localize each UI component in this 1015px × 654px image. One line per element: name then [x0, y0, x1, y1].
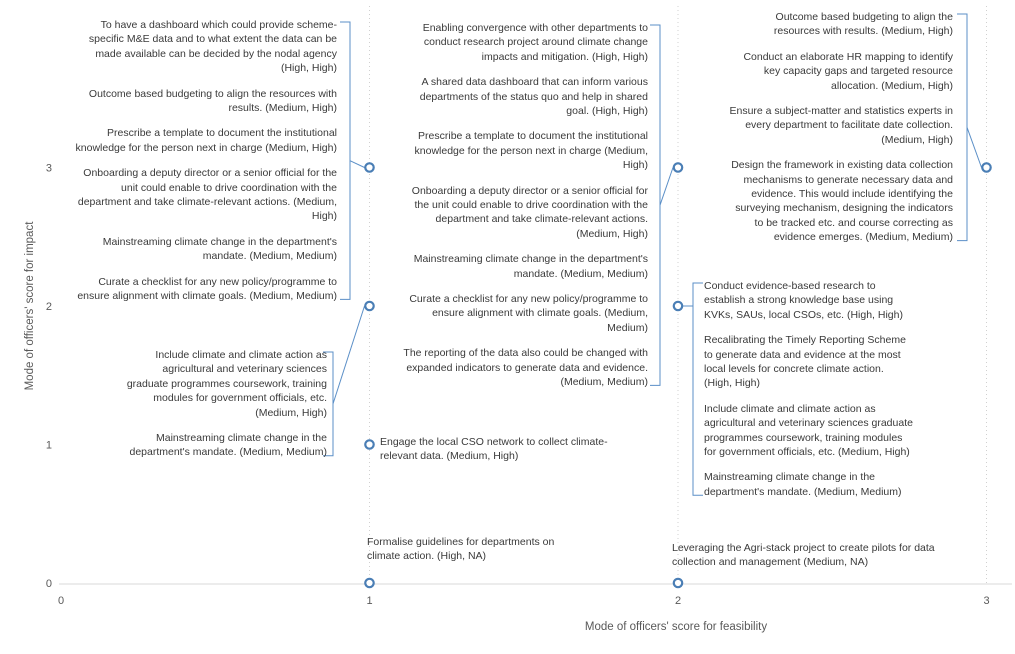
annotation-note [704, 333, 954, 391]
annotation-line: evidence. This would include identifying the [751, 188, 953, 200]
data-point [674, 163, 682, 171]
annotation-note [380, 435, 640, 464]
annotation-line: agricultural and veterinary sciences [162, 363, 327, 376]
annotation-line: evidence emerges. (Medium, Medium) [773, 231, 953, 244]
annotation-line: Conduct evidence-based research to [704, 280, 876, 292]
annotation-line: (Medium, High) [255, 406, 327, 419]
annotation-note [695, 10, 953, 39]
y-axis-title: Mode of officers' score for impact [24, 221, 36, 391]
annotation-line: department and take climate-relevant actions. [435, 213, 648, 226]
annotation-line: Curate a checklist for any new policy/programme to [409, 293, 648, 305]
annotation-line: to be tracked etc. and course correcting as [754, 216, 953, 229]
annotation-leader [967, 127, 982, 167]
annotation-leader [660, 168, 673, 206]
annotation-line: every department to facilitate date collection. [745, 119, 953, 132]
annotation-bracket [340, 22, 350, 299]
annotation-note [378, 184, 648, 242]
annotation-line: (High, High) [704, 377, 761, 390]
annotation-line: resources with results. (Medium, High) [773, 25, 953, 38]
data-point [674, 579, 682, 587]
annotation-line: A shared data dashboard that can inform various [421, 76, 648, 89]
annotation-note [704, 470, 954, 499]
annotation-line: surveying mechanism, designing the indicators [735, 202, 953, 215]
annotation-line: Recalibrating the Timely Reporting Scheme [704, 334, 906, 347]
annotation-note [110, 348, 327, 420]
annotation-line: results. (Medium, High) [228, 102, 337, 114]
annotation-line: Prescribe a template to document the institutional [107, 127, 337, 140]
annotation-bracket [650, 25, 660, 385]
annotation-note [40, 166, 337, 224]
data-point [365, 302, 373, 310]
x-tick-label: 3 [983, 595, 990, 607]
annotation-line: Mainstreaming climate change in the department's [102, 235, 337, 248]
annotation-line: Mainstreaming climate change in the [704, 471, 876, 484]
annotation-line: Mainstreaming climate change in the [155, 432, 327, 444]
annotation-line: The reporting of the data also could be changed with [403, 347, 648, 360]
annotation-leader [350, 161, 365, 168]
annotation-line: Ensure a subject-matter and statistics experts in [729, 105, 953, 117]
annotation-line: relevant data. (Medium, High) [380, 450, 519, 463]
annotation-note [378, 129, 648, 172]
annotation-note [378, 252, 648, 281]
annotation-line: establish a strong knowledge base using [704, 294, 894, 307]
annotation-line: impacts and mitigation. (High, High) [481, 50, 648, 63]
x-tick-label: 1 [366, 595, 373, 607]
annotation-line: Outcome based budgeting to align the resources with [88, 87, 337, 100]
annotation-line: unit could enable to drive coordination with the [121, 181, 337, 194]
annotation-note [40, 275, 337, 304]
annotation-line: mechanisms to generate necessary data and [743, 173, 953, 186]
annotation-line: Include climate and climate action as [704, 402, 876, 415]
annotation-note [695, 50, 953, 93]
annotation-bracket [957, 14, 967, 241]
annotation-note [378, 346, 648, 389]
annotation-line: the unit could enable to drive coordination with the [414, 199, 648, 211]
annotation-note [672, 541, 972, 570]
annotation-note [378, 21, 648, 64]
annotation-line: allocation. (Medium, High) [831, 79, 953, 92]
annotation-note [704, 402, 954, 460]
annotation-note [695, 104, 953, 147]
annotation-line: Formalise guidelines for departments on [367, 536, 555, 548]
annotation-line: mandate. (Medium, Medium) [513, 267, 648, 280]
annotation-line: High) [311, 210, 337, 223]
annotation-line: Outcome based budgeting to align the [775, 11, 953, 23]
annotation-line: key capacity gaps and targeted resource [763, 65, 953, 78]
annotation-line: department's mandate. (Medium, Medium) [129, 446, 327, 459]
annotation-line: Prescribe a template to document the institutional [418, 130, 648, 143]
annotation-leader [333, 306, 365, 404]
annotation-line: Onboarding a deputy director or a senior official for the [83, 167, 337, 180]
x-tick-label: 0 [57, 595, 65, 607]
annotation-line: department and take climate-relevant actions. (Medium, [77, 196, 337, 208]
annotation-line: graduate programmes coursework, training [126, 377, 327, 390]
annotation-line: programmes coursework, training modules [704, 431, 903, 444]
annotation-line: Mainstreaming climate change in the department's [413, 253, 648, 266]
annotation-note [378, 292, 648, 335]
annotation-note [704, 279, 954, 322]
annotation-line: for government officials, etc. (Medium, High) [704, 446, 910, 459]
annotation-line: (Medium, High) [576, 227, 648, 240]
annotation-line: Include climate and climate action as [155, 349, 327, 361]
annotation-line: knowledge for the person next in charge (Medium, High) [75, 141, 337, 154]
data-point [982, 163, 990, 171]
data-point [365, 579, 373, 587]
data-point [365, 440, 373, 448]
x-tick-label: 2 [674, 595, 682, 607]
annotation-note [378, 75, 648, 118]
annotation-line: (Medium, High) [881, 133, 953, 146]
annotation-line: mandate. (Medium, Medium) [202, 250, 337, 263]
annotation-line: Onboarding a deputy director or a senior official for [411, 184, 648, 197]
annotation-line: conduct research project around climate change [423, 36, 648, 49]
annotation-line: knowledge for the person next in charge (Medium, [414, 144, 648, 157]
annotation-line: climate action. (High, NA) [367, 550, 487, 563]
annotation-line: Design the framework in existing data collection [731, 159, 953, 172]
annotation-bracket [693, 283, 703, 495]
annotation-line: goal. (High, High) [566, 105, 648, 117]
annotation-line: agricultural and veterinary sciences graduate [704, 417, 913, 430]
annotation-line: Enabling convergence with other departments to [422, 22, 648, 34]
annotation-line: specific M&E data and to what extent the data can be [88, 33, 337, 46]
annotation-line: To have a dashboard which could provide scheme- [100, 19, 337, 31]
annotation-line: Curate a checklist for any new policy/programme to [98, 275, 337, 288]
annotation-line: High) [622, 159, 648, 172]
annotation-line: Medium) [607, 321, 648, 334]
annotation-note [40, 18, 337, 76]
annotation-line: Engage the local CSO network to collect climate- [380, 436, 608, 448]
annotation-line: ensure alignment with climate goals. (Medium, Medium) [77, 290, 337, 302]
annotation-line: expanded indicators to generate data and evidence. [406, 361, 648, 374]
annotation-line: (High, High) [280, 62, 337, 75]
y-tick-label: 1 [45, 439, 52, 452]
y-tick-label: 0 [45, 578, 52, 590]
annotation-line: departments of the status quo and help in shared [419, 90, 648, 103]
annotation-line: (Medium, Medium) [560, 376, 648, 388]
annotation-line: to generate data and evidence at the most [704, 348, 901, 361]
data-point [365, 163, 373, 171]
annotation-line: Conduct an elaborate HR mapping to identify [743, 50, 953, 63]
annotation-line: collection and management (Medium, NA) [672, 556, 869, 569]
annotation-line: KVKs, SAUs, local CSOs, etc. (High, High) [704, 308, 903, 321]
annotation-note [40, 87, 337, 116]
y-tick-label: 2 [45, 301, 52, 313]
annotation-line: ensure alignment with climate goals. (Medium, [432, 307, 648, 320]
data-point [674, 302, 682, 310]
annotation-note [367, 535, 597, 564]
annotation-line: made available can be decided by the nodal agency [95, 47, 337, 60]
annotation-note [40, 235, 337, 264]
annotation-note [695, 158, 953, 244]
annotation-line: local levels for concrete climate action. [704, 363, 884, 375]
annotation-line: modules for government officials, etc. [153, 392, 327, 405]
annotation-note [40, 126, 337, 155]
y-tick-label: 3 [45, 162, 52, 175]
annotation-note [110, 431, 327, 460]
annotation-line: department's mandate. (Medium, Medium) [704, 485, 902, 498]
annotation-line: Leveraging the Agri-stack project to create pilots for data [672, 542, 935, 554]
x-axis-title: Mode of officers' score for feasibility [584, 621, 768, 633]
